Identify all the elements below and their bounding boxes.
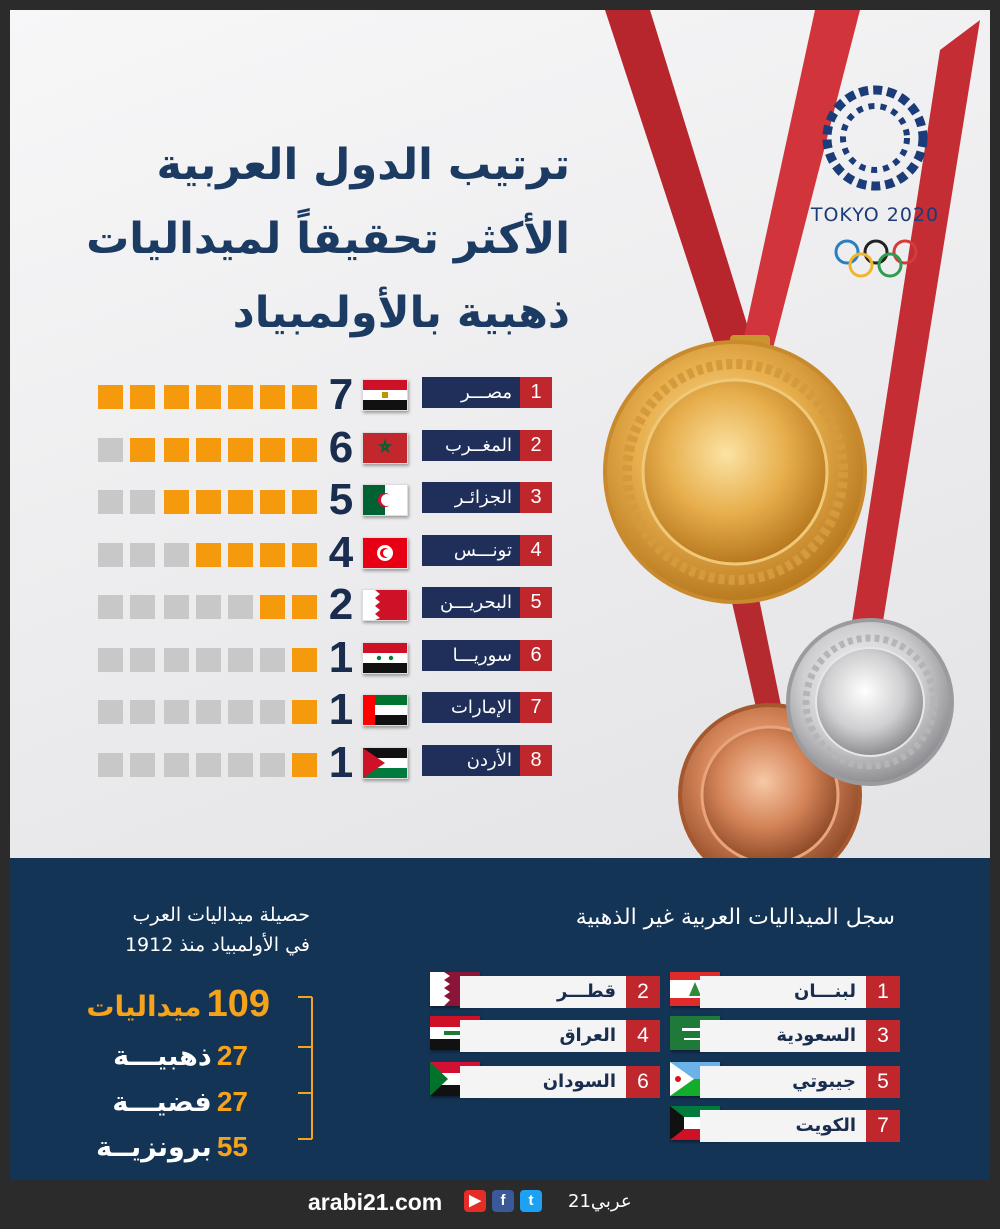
- record-item: [660, 1110, 900, 1142]
- bar-cell-filled: [228, 385, 253, 409]
- page-title: [10, 128, 570, 350]
- record-rank: 7: [866, 1110, 900, 1142]
- rank-number: 3: [520, 482, 552, 513]
- site-link[interactable]: arabi21.com: [308, 1189, 443, 1215]
- olympic-rings-icon: [833, 238, 919, 280]
- bar-cell-filled: [196, 438, 221, 462]
- bar-cell-filled: [260, 595, 285, 619]
- country-name: تونـــس: [422, 535, 520, 566]
- bar-cell-empty: [260, 753, 285, 777]
- ribbon-gold-left: [605, 10, 755, 360]
- bar-cell-empty: [228, 700, 253, 724]
- bar-cell-filled: [164, 385, 189, 409]
- bar-cell-empty: [164, 595, 189, 619]
- bar-cell-filled: [292, 438, 317, 462]
- stat-bronze: [96, 1131, 248, 1171]
- rank-number: 6: [520, 640, 552, 671]
- stat-silver-label: فضيـــة: [112, 1087, 212, 1118]
- bar-cell-empty: [228, 648, 253, 672]
- chart-row: [10, 685, 570, 734]
- title-line-2: الأكثر تحقيقاً لميداليات: [86, 214, 570, 264]
- record-name: جيبوتي: [700, 1066, 866, 1098]
- bar-cell-filled: [260, 438, 285, 462]
- record-name: السعودية: [700, 1020, 866, 1052]
- title-line-1: ترتيب الدول العربية: [156, 140, 570, 190]
- facebook-icon[interactable]: f: [492, 1190, 514, 1212]
- gold-count: 5: [328, 475, 354, 524]
- stat-bronze-label: برونزيــة: [96, 1132, 212, 1163]
- bar-cell-filled: [196, 543, 221, 567]
- record-rank: 6: [626, 1066, 660, 1098]
- country-name: سوريـــا: [422, 640, 520, 671]
- bar-cell-filled: [292, 490, 317, 514]
- bar-cell-empty: [196, 753, 221, 777]
- rank-number: 8: [520, 745, 552, 776]
- bar-cell-filled: [130, 438, 155, 462]
- bar-cell-filled: [130, 385, 155, 409]
- record-item: [660, 1066, 900, 1098]
- tokyo-2020-text: TOKYO 2020: [810, 204, 940, 226]
- chart-row: [10, 370, 570, 419]
- rank-number: 1: [520, 377, 552, 408]
- tokyo-emblem-icon: [805, 80, 945, 200]
- bar-cell-filled: [196, 385, 221, 409]
- bar-cell-empty: [130, 490, 155, 514]
- top-panel: [10, 10, 990, 858]
- bar-cell-filled: [98, 385, 123, 409]
- record-item: [660, 1020, 900, 1052]
- bar-cell-empty: [130, 543, 155, 567]
- country-name: الأردن: [422, 745, 520, 776]
- stat-total-label: ميداليات: [86, 990, 202, 1023]
- rank-number: 2: [520, 430, 552, 461]
- stat-silver-value: 27: [216, 1086, 248, 1117]
- bahrain-flag-icon: [362, 589, 408, 621]
- bar-cell-filled: [292, 385, 317, 409]
- stat-gold-label: ذهبيـــة: [113, 1041, 212, 1072]
- summary-heading-line-2: في الأولمبياد منذ 1912: [124, 934, 310, 956]
- bar-cell-filled: [260, 543, 285, 567]
- chart-row: [10, 527, 570, 577]
- bar-cell-empty: [98, 438, 123, 462]
- bar-cell-empty: [164, 543, 189, 567]
- country-name: البحريـــن: [422, 587, 520, 618]
- gold-count: 1: [328, 685, 354, 734]
- chart-row: [10, 632, 570, 682]
- bar-cell-empty: [98, 543, 123, 567]
- bar-cell-filled: [228, 543, 253, 567]
- bar-cell-empty: [98, 595, 123, 619]
- record-item: [420, 1066, 660, 1098]
- bar-cell-empty: [196, 595, 221, 619]
- title-line-3: ذهبية بالأولمبياد: [232, 288, 570, 338]
- stat-gold: [113, 1040, 248, 1080]
- syria-flag-icon: [362, 642, 408, 674]
- record-rank: 4: [626, 1020, 660, 1052]
- bar-cell-empty: [98, 700, 123, 724]
- country-name: الجزائـر: [422, 482, 520, 513]
- record-rank: 5: [866, 1066, 900, 1098]
- gold-count: 2: [328, 580, 354, 629]
- bar-cell-empty: [164, 700, 189, 724]
- gold-count: 1: [328, 737, 354, 787]
- bar-cell-filled: [260, 385, 285, 409]
- bar-cell-filled: [164, 490, 189, 514]
- country-name: الإمارات: [422, 692, 520, 723]
- bar-cell-empty: [130, 700, 155, 724]
- rank-number: 5: [520, 587, 552, 618]
- chart-row: [10, 737, 570, 787]
- uae-flag-icon: [362, 694, 408, 726]
- bar-cell-empty: [196, 700, 221, 724]
- bar-cell-empty: [130, 753, 155, 777]
- record-rank: 2: [626, 976, 660, 1008]
- bar-cell-empty: [130, 595, 155, 619]
- bar-cell-empty: [228, 753, 253, 777]
- tunisia-flag-icon: [362, 537, 408, 569]
- record-name: السودان: [460, 1066, 626, 1098]
- record-name: لبنـــان: [700, 976, 866, 1008]
- bar-cell-filled: [292, 700, 317, 724]
- bar-cell-filled: [292, 595, 317, 619]
- brand-logo: عربي21: [568, 1191, 632, 1212]
- footer: [0, 1180, 1000, 1229]
- bar-cell-empty: [98, 648, 123, 672]
- bar-cell-empty: [164, 753, 189, 777]
- gold-count: 6: [328, 422, 354, 472]
- bar-cell-empty: [228, 595, 253, 619]
- stat-bronze-value: 55: [216, 1131, 248, 1162]
- infographic-frame: [10, 10, 990, 1180]
- algeria-flag-icon: [362, 484, 408, 516]
- bar-cell-filled: [260, 490, 285, 514]
- chart-row: [10, 475, 570, 524]
- stat-gold-value: 27: [216, 1040, 248, 1071]
- record-item: [420, 1020, 660, 1052]
- bottom-panel: [10, 858, 990, 1180]
- gold-count: 4: [328, 527, 354, 577]
- country-name: مصـــر: [422, 377, 520, 408]
- stat-total: [86, 983, 270, 1023]
- tokyo-2020-logo: [805, 80, 945, 290]
- gold-count: 1: [328, 632, 354, 682]
- bar-cell-empty: [260, 648, 285, 672]
- gold-count: 7: [328, 370, 354, 419]
- stat-silver: [112, 1086, 248, 1126]
- rank-number: 7: [520, 692, 552, 723]
- country-name: المغــرب: [422, 430, 520, 461]
- bar-cell-filled: [196, 490, 221, 514]
- bar-cell-filled: [292, 753, 317, 777]
- record-rank: 1: [866, 976, 900, 1008]
- summary-heading: [50, 900, 310, 960]
- stat-total-value: 109: [206, 983, 270, 1025]
- summary-heading-line-1: حصيلة ميداليات العرب: [132, 904, 310, 926]
- bar-cell-empty: [196, 648, 221, 672]
- record-name: العراق: [460, 1020, 626, 1052]
- chart-row: [10, 422, 570, 472]
- record-rank: 3: [866, 1020, 900, 1052]
- bar-cell-filled: [228, 490, 253, 514]
- bar-cell-filled: [228, 438, 253, 462]
- record-item: [660, 976, 900, 1008]
- rank-number: 4: [520, 535, 552, 566]
- bar-cell-empty: [130, 648, 155, 672]
- chart-row: [10, 580, 570, 629]
- youtube-icon[interactable]: ▶: [464, 1190, 486, 1212]
- summary-bracket: [278, 993, 318, 1143]
- bar-cell-filled: [164, 438, 189, 462]
- bar-cell-empty: [164, 648, 189, 672]
- twitter-icon[interactable]: t: [520, 1190, 542, 1212]
- record-item: [420, 976, 660, 1008]
- bar-cell-empty: [98, 753, 123, 777]
- bar-cell-filled: [292, 543, 317, 567]
- records-title: سجل الميداليات العربية غير الذهبية: [575, 905, 895, 930]
- bar-cell-empty: [98, 490, 123, 514]
- record-name: قطـــر: [460, 976, 626, 1008]
- bar-cell-empty: [260, 700, 285, 724]
- bar-cell-filled: [292, 648, 317, 672]
- record-name: الكويت: [700, 1110, 866, 1142]
- egypt-flag-icon: [362, 379, 408, 411]
- morocco-flag-icon: [362, 432, 408, 464]
- jordan-flag-icon: [362, 747, 408, 779]
